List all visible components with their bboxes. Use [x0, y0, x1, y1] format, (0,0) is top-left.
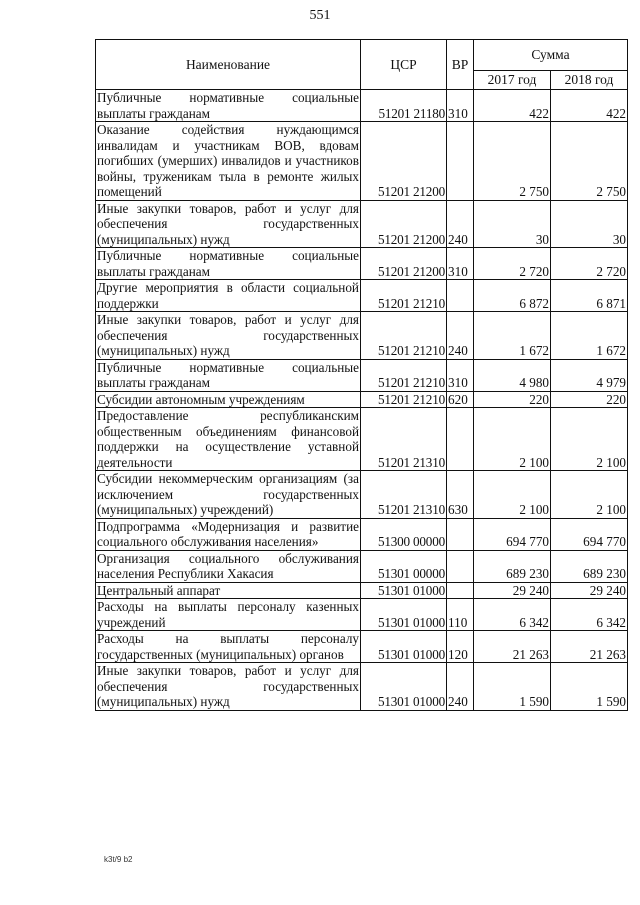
- footer-code: k3t/9 b2: [104, 855, 133, 864]
- row-csr-cell: 51201 21210: [361, 280, 447, 312]
- row-2017-cell: 4 980: [474, 359, 551, 391]
- table-row: [96, 359, 628, 391]
- row-csr-cell: 51301 00000: [361, 550, 447, 582]
- row-vr-cell: [447, 518, 474, 550]
- row-csr-cell: 51201 21200: [361, 248, 447, 280]
- row-vr-cell: [447, 550, 474, 582]
- row-name-cell: Расходы на выплаты персоналу государственных (муниципальных) органов: [97, 631, 359, 662]
- row-2018-cell: 220: [551, 391, 628, 408]
- table-row: [96, 200, 628, 248]
- table-row: [96, 599, 628, 631]
- row-2017-cell: 6 872: [474, 280, 551, 312]
- row-2018-cell: 4 979: [551, 359, 628, 391]
- table-row: [96, 518, 628, 550]
- row-vr-cell: 630: [447, 471, 474, 519]
- row-2017-cell: 29 240: [474, 582, 551, 599]
- row-2017-cell: 2 100: [474, 471, 551, 519]
- row-2017-cell: 1 672: [474, 312, 551, 360]
- row-2017-cell: 30: [474, 200, 551, 248]
- row-vr-cell: [447, 122, 474, 201]
- row-2018-cell: 2 750: [551, 122, 628, 201]
- table-row: [96, 582, 628, 599]
- row-name-cell: Центральный аппарат: [96, 582, 361, 599]
- row-csr-cell: 51301 01000: [361, 663, 447, 711]
- row-vr-cell: 310: [447, 359, 474, 391]
- row-vr-cell: 310: [447, 248, 474, 280]
- row-name-cell: Публичные нормативные социальные выплаты гражданам: [97, 90, 359, 121]
- row-name-cell: Подпрограмма «Модернизация и развитие социального обслуживания населения»: [97, 518, 359, 549]
- budget-table: [95, 39, 628, 711]
- row-vr-cell: [447, 582, 474, 599]
- row-name-cell: Предоставление республиканским общественным объединениям финансовой поддержки на осуществление уставной деятельности: [97, 408, 359, 470]
- row-csr-cell: 51201 21180: [361, 90, 447, 122]
- row-2018-cell: 422: [551, 90, 628, 122]
- row-csr-cell: 51300 00000: [361, 518, 447, 550]
- header-year-2018: 2018 год: [551, 71, 628, 90]
- row-2018-cell: 2 720: [551, 248, 628, 280]
- row-csr-cell: 51201 21210: [361, 312, 447, 360]
- table-row: [96, 280, 628, 312]
- row-csr-cell: 51301 01000: [361, 582, 447, 599]
- table-row: [96, 312, 628, 360]
- row-2018-cell: 6 342: [551, 599, 628, 631]
- row-name-cell: Иные закупки товаров, работ и услуг для обеспечения государственных (муниципальных) нужд: [97, 312, 359, 358]
- row-2018-cell: 1 672: [551, 312, 628, 360]
- row-name-cell: Публичные нормативные социальные выплаты гражданам: [97, 248, 359, 279]
- header-csr: ЦСР: [361, 40, 447, 90]
- row-2017-cell: 220: [474, 391, 551, 408]
- table-row: [96, 248, 628, 280]
- row-csr-cell: 51301 01000: [361, 599, 447, 631]
- row-vr-cell: [447, 280, 474, 312]
- row-name-cell: Расходы на выплаты персоналу казенных учреждений: [97, 599, 359, 630]
- table-row: [96, 391, 628, 408]
- row-vr-cell: 310: [447, 90, 474, 122]
- row-vr-cell: 110: [447, 599, 474, 631]
- row-2018-cell: 694 770: [551, 518, 628, 550]
- row-2018-cell: 2 100: [551, 471, 628, 519]
- row-vr-cell: 620: [447, 391, 474, 408]
- row-csr-cell: 51201 21200: [361, 122, 447, 201]
- row-2017-cell: 694 770: [474, 518, 551, 550]
- row-vr-cell: 120: [447, 631, 474, 663]
- row-2018-cell: 689 230: [551, 550, 628, 582]
- table-row: [96, 631, 628, 663]
- header-name: Наименование: [96, 40, 361, 90]
- row-name-cell: Субсидии автономным учреждениям: [96, 391, 361, 408]
- row-name-cell: Организация социального обслуживания населения Республики Хакасия: [97, 550, 359, 581]
- row-vr-cell: 240: [447, 200, 474, 248]
- header-vr: ВР: [447, 40, 474, 90]
- row-csr-cell: 51201 21310: [361, 471, 447, 519]
- table-row: [96, 471, 628, 519]
- table-row: [96, 90, 628, 122]
- row-name-cell: Публичные нормативные социальные выплаты гражданам: [97, 359, 359, 390]
- row-name-cell: Субсидии некоммерческим организациям (за исключением государственных (муниципальных) учреждений): [97, 471, 359, 517]
- row-2017-cell: 2 750: [474, 122, 551, 201]
- row-csr-cell: 51201 21310: [361, 408, 447, 471]
- row-2017-cell: 2 100: [474, 408, 551, 471]
- row-2017-cell: 6 342: [474, 599, 551, 631]
- row-2018-cell: 30: [551, 200, 628, 248]
- row-csr-cell: 51201 21200: [361, 200, 447, 248]
- row-name-cell: Иные закупки товаров, работ и услуг для обеспечения государственных (муниципальных) нужд: [97, 200, 359, 247]
- row-name-cell: Другие мероприятия в области социальной поддержки: [97, 280, 359, 311]
- table-row: [96, 550, 628, 582]
- row-name-cell: Иные закупки товаров, работ и услуг для обеспечения государственных (муниципальных) нужд: [97, 663, 359, 709]
- row-2018-cell: 2 100: [551, 408, 628, 471]
- header-year-2017: 2017 год: [474, 71, 551, 90]
- row-2018-cell: 21 263: [551, 631, 628, 663]
- row-2017-cell: 1 590: [474, 663, 551, 711]
- header-sum: Сумма: [474, 40, 628, 71]
- row-vr-cell: [447, 408, 474, 471]
- row-2018-cell: 1 590: [551, 663, 628, 711]
- table-row: [96, 122, 628, 201]
- row-2017-cell: 21 263: [474, 631, 551, 663]
- row-csr-cell: 51301 01000: [361, 631, 447, 663]
- row-vr-cell: 240: [447, 312, 474, 360]
- table-row: [96, 663, 628, 711]
- row-name-cell: Оказание содействия нуждающимся инвалидам и участникам ВОВ, вдовам погибших (умерших) инвалидов и участников войны, труженикам тыла в ремонте жилых помещений: [97, 122, 359, 199]
- table-row: [96, 408, 628, 471]
- row-vr-cell: 240: [447, 663, 474, 711]
- row-2017-cell: 2 720: [474, 248, 551, 280]
- row-2018-cell: 6 871: [551, 280, 628, 312]
- row-2018-cell: 29 240: [551, 582, 628, 599]
- row-csr-cell: 51201 21210: [361, 359, 447, 391]
- row-2017-cell: 689 230: [474, 550, 551, 582]
- row-csr-cell: 51201 21210: [361, 391, 447, 408]
- page-number: 551: [309, 8, 331, 23]
- row-2017-cell: 422: [474, 90, 551, 122]
